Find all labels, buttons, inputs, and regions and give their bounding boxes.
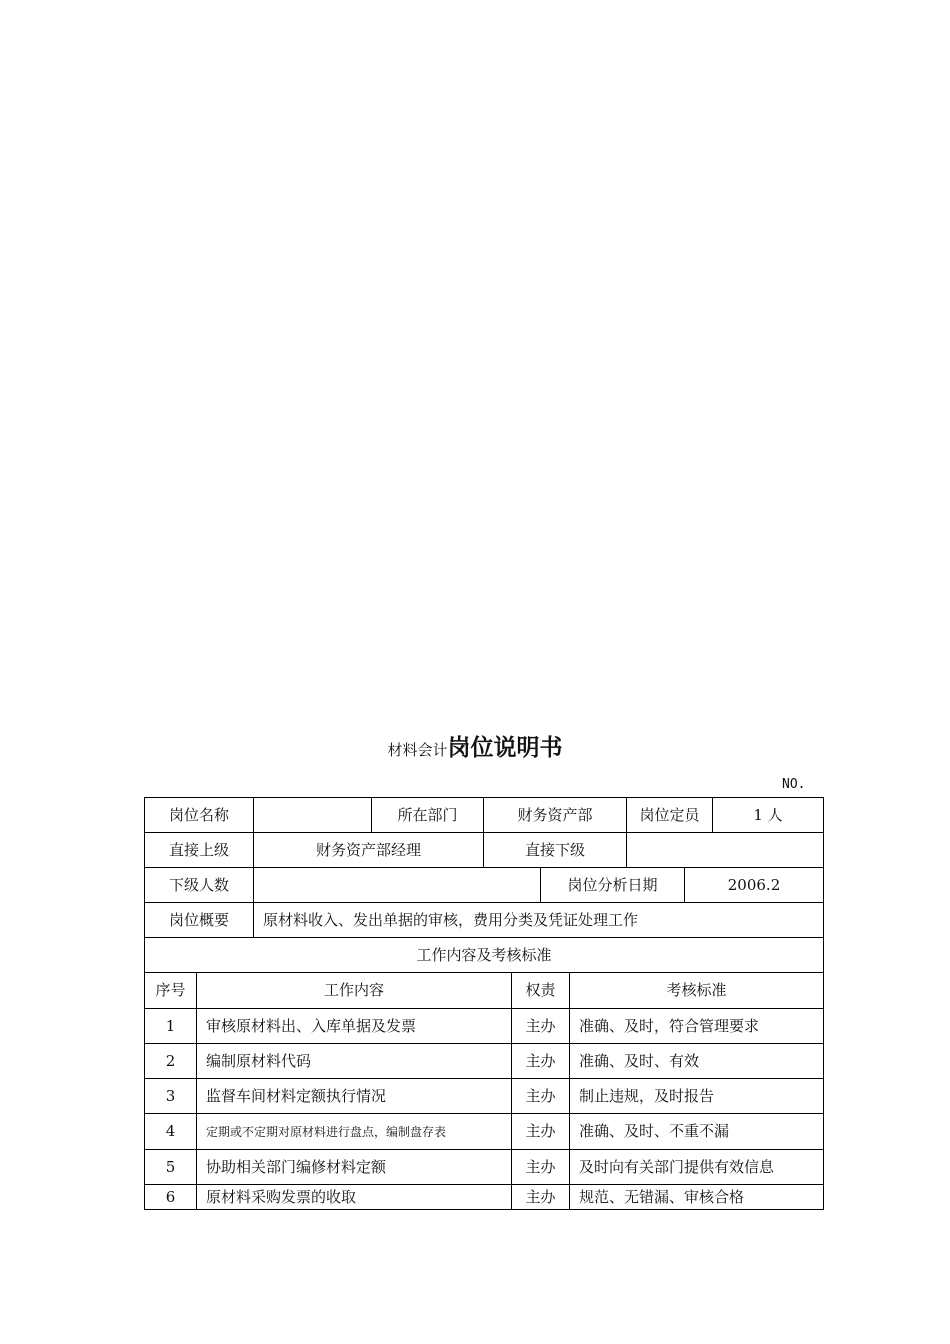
job-description-table bbox=[144, 797, 824, 1210]
task-authority: 主办 bbox=[525, 1122, 556, 1140]
task-standard: 规范、无错漏、审核合格 bbox=[579, 1187, 745, 1206]
task-content: 原材料采购发票的收取 bbox=[206, 1187, 357, 1206]
summary-label: 岗位概要 bbox=[168, 910, 229, 929]
superior-value: 财务资产部经理 bbox=[315, 840, 421, 859]
superior-label: 直接上级 bbox=[168, 840, 229, 859]
task-no: 4 bbox=[165, 1122, 176, 1140]
headcount-value: 1 人 bbox=[753, 805, 783, 824]
task-authority: 主办 bbox=[525, 1086, 556, 1105]
task-content: 审核原材料出、入库单据及发票 bbox=[206, 1016, 417, 1035]
task-no: 6 bbox=[165, 1187, 176, 1206]
position-name-label: 岗位名称 bbox=[168, 805, 229, 824]
task-content: 定期或不定期对原材料进行盘点，编制盘存表 bbox=[206, 1124, 447, 1139]
task-no: 1 bbox=[165, 1016, 176, 1035]
header-standard: 考核标准 bbox=[666, 981, 727, 999]
summary-value: 原材料收入、发出单据的审核，费用分类及凭证处理工作 bbox=[263, 910, 639, 929]
department-value: 财务资产部 bbox=[517, 805, 593, 824]
subordinate-count-label: 下级人数 bbox=[168, 875, 229, 894]
position-name-value bbox=[254, 798, 371, 832]
task-standard: 准确、及时、有效 bbox=[579, 1051, 700, 1070]
subordinate-count-value bbox=[254, 868, 540, 902]
analysis-date-label: 岗位分析日期 bbox=[567, 875, 658, 894]
task-authority: 主办 bbox=[525, 1157, 556, 1176]
subordinate-label: 直接下级 bbox=[524, 840, 585, 859]
task-content: 监督车间材料定额执行情况 bbox=[206, 1086, 387, 1105]
task-content: 协助相关部门编修材料定额 bbox=[206, 1157, 387, 1176]
department-label: 所在部门 bbox=[397, 805, 458, 824]
task-authority: 主办 bbox=[525, 1051, 556, 1070]
header-content: 工作内容 bbox=[323, 981, 384, 999]
analysis-date-value: 2006.2 bbox=[727, 875, 781, 894]
task-no: 2 bbox=[165, 1051, 176, 1070]
task-content: 编制原材料代码 bbox=[206, 1051, 312, 1070]
section-title: 工作内容及考核标准 bbox=[416, 945, 552, 964]
task-no: 3 bbox=[165, 1086, 176, 1105]
task-standard: 制止违规，及时报告 bbox=[579, 1086, 715, 1105]
task-no: 5 bbox=[165, 1157, 176, 1176]
task-standard: 及时向有关部门提供有效信息 bbox=[579, 1157, 775, 1176]
subordinate-value bbox=[627, 833, 823, 867]
title-prefix: 材料会计 bbox=[387, 741, 448, 759]
header-authority: 权责 bbox=[525, 981, 556, 999]
task-authority: 主办 bbox=[525, 1187, 556, 1206]
headcount-label: 岗位定员 bbox=[639, 805, 700, 824]
header-no: 序号 bbox=[155, 981, 186, 999]
doc-number-label: NO. bbox=[782, 777, 806, 792]
title-main: 岗位说明书 bbox=[447, 735, 563, 761]
task-authority: 主办 bbox=[525, 1016, 556, 1035]
task-standard: 准确、及时，符合管理要求 bbox=[579, 1016, 760, 1035]
task-standard: 准确、及时、不重不漏 bbox=[579, 1122, 730, 1140]
document-title bbox=[0, 728, 950, 770]
